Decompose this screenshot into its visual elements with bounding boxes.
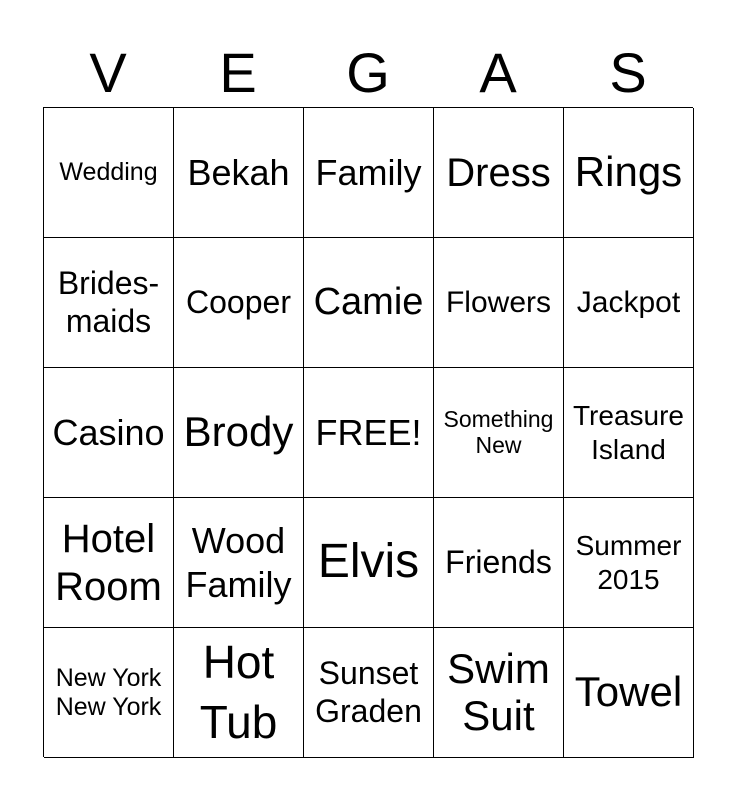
cell-label: Bekah [187, 151, 290, 193]
bingo-cell[interactable] [564, 108, 694, 238]
bingo-cell[interactable] [44, 108, 174, 238]
cell-label: Casino [52, 411, 165, 453]
bingo-cell[interactable] [174, 628, 304, 758]
cell-label: Family [315, 151, 422, 193]
bingo-cell[interactable] [44, 368, 174, 498]
bingo-cell[interactable] [174, 498, 304, 628]
bingo-cell[interactable] [304, 108, 434, 238]
bingo-cell[interactable] [434, 628, 564, 758]
cell-label: Rings [574, 148, 683, 196]
bingo-cell[interactable] [44, 498, 174, 628]
bingo-cell[interactable] [44, 628, 174, 758]
bingo-cell[interactable] [304, 498, 434, 628]
header-letter-e: E [219, 41, 257, 104]
bingo-cell[interactable] [174, 368, 304, 498]
cell-label: Swim Suit [447, 645, 550, 739]
bingo-cell[interactable] [564, 498, 694, 628]
cell-label: Something New [443, 405, 554, 458]
cell-label: Sunset Graden [315, 655, 422, 729]
bingo-cell[interactable] [564, 368, 694, 498]
cell-label: Hotel Room [55, 516, 162, 609]
cell-label: Friends [445, 543, 552, 580]
cell-label: Treasure Island [572, 400, 684, 465]
bingo-cell[interactable] [434, 238, 564, 368]
cell-label: Flowers [445, 285, 551, 319]
cell-label: Towel [574, 668, 683, 716]
bingo-cell[interactable] [304, 238, 434, 368]
cell-label: Brody [183, 408, 294, 456]
bingo-cell[interactable] [564, 628, 694, 758]
cell-label: Jackpot [576, 285, 681, 319]
header-letter-g: G [346, 41, 390, 104]
bingo-cell[interactable] [434, 368, 564, 498]
bingo-cell[interactable] [304, 628, 434, 758]
cell-label: New York New York [55, 663, 162, 721]
bingo-cell[interactable] [174, 108, 304, 238]
cell-label: Wedding [59, 158, 158, 187]
bingo-cell[interactable] [434, 108, 564, 238]
cell-label: Camie [313, 280, 424, 323]
cell-label: Summer 2015 [575, 530, 682, 595]
cell-label: Dress [446, 150, 551, 195]
bingo-cell[interactable] [564, 238, 694, 368]
cell-label: Brides- maids [57, 265, 160, 339]
cell-label: Cooper [186, 283, 291, 320]
header-letter-v: V [89, 41, 127, 104]
header-letter-a: A [479, 41, 517, 104]
bingo-cell[interactable] [434, 498, 564, 628]
bingo-board [43, 107, 693, 757]
bingo-header [43, 40, 693, 106]
bingo-cell[interactable] [44, 238, 174, 368]
cell-label: Wood Family [185, 520, 292, 605]
header-letter-s: S [609, 41, 647, 104]
free-space[interactable] [304, 368, 434, 498]
cell-label: Elvis [317, 535, 420, 589]
bingo-cell[interactable] [174, 238, 304, 368]
cell-label: FREE! [315, 411, 422, 453]
cell-label: Hot Tub [199, 635, 278, 748]
